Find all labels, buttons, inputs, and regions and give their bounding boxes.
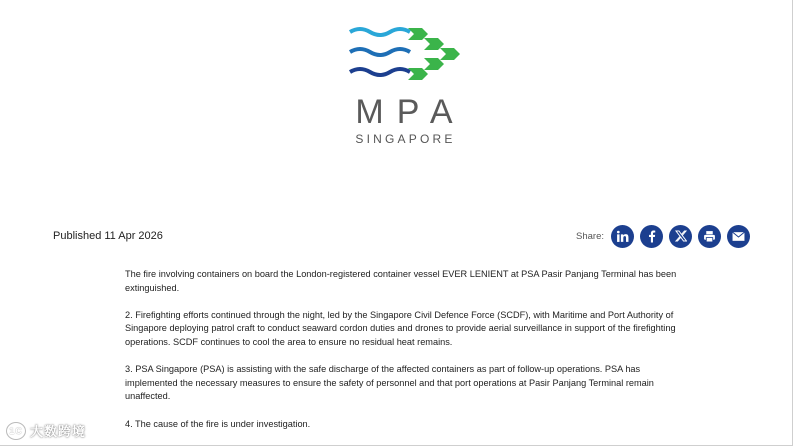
mpa-logo[interactable]	[340, 18, 470, 148]
article-paragraph-1: The fire involving containers on board the London-registered container vessel EVER LENIENT at PSA Pasir Panjang Terminal has been extinguished.	[125, 269, 677, 293]
share-print-button[interactable]	[698, 225, 721, 248]
share-x-button[interactable]	[669, 225, 692, 248]
logo-wordmark: MPA	[355, 93, 466, 131]
share-label: Share:	[576, 230, 604, 242]
share-facebook-button[interactable]	[640, 225, 663, 248]
watermark	[6, 421, 86, 440]
watermark-badge: 1C	[6, 422, 26, 440]
article-paragraph-2: 2. Firefighting efforts continued through the night, led by the Singapore Civil Defence Force (SCDF), with Maritime and Port Authority of Singapore deploying patrol craft to conduct seaward cordon duties and drones to provide aerial surveillance in support of the firefighting operations. SCDF continues to cool the area to ensure no residual heat remains.	[125, 309, 676, 347]
facebook-icon	[646, 230, 658, 243]
article-paragraph-4: 4. The cause of the fire is under investigation.	[125, 418, 311, 429]
watermark-text: 大数跨境	[30, 424, 87, 439]
x-icon	[675, 230, 687, 242]
mpa-logo-mark-icon	[348, 24, 463, 86]
published-date: Published 11 Apr 2026	[53, 230, 163, 242]
article-body	[125, 268, 685, 445]
article-paragraph-3: 3. PSA Singapore (PSA) is assisting with the safe discharge of the affected containers as part of follow-up operations. PSA has implemented the necessary measures to ensure the safety of personnel and that port operations at Pasir Panjang Terminal remain unaffected.	[125, 364, 654, 402]
logo-subtitle: SINGAPORE	[355, 132, 456, 146]
linkedin-icon	[616, 230, 629, 243]
print-icon	[703, 230, 716, 243]
share-email-button[interactable]	[727, 225, 750, 248]
share-linkedin-button[interactable]	[611, 225, 634, 248]
share-bar	[576, 224, 756, 248]
email-icon	[732, 231, 745, 242]
